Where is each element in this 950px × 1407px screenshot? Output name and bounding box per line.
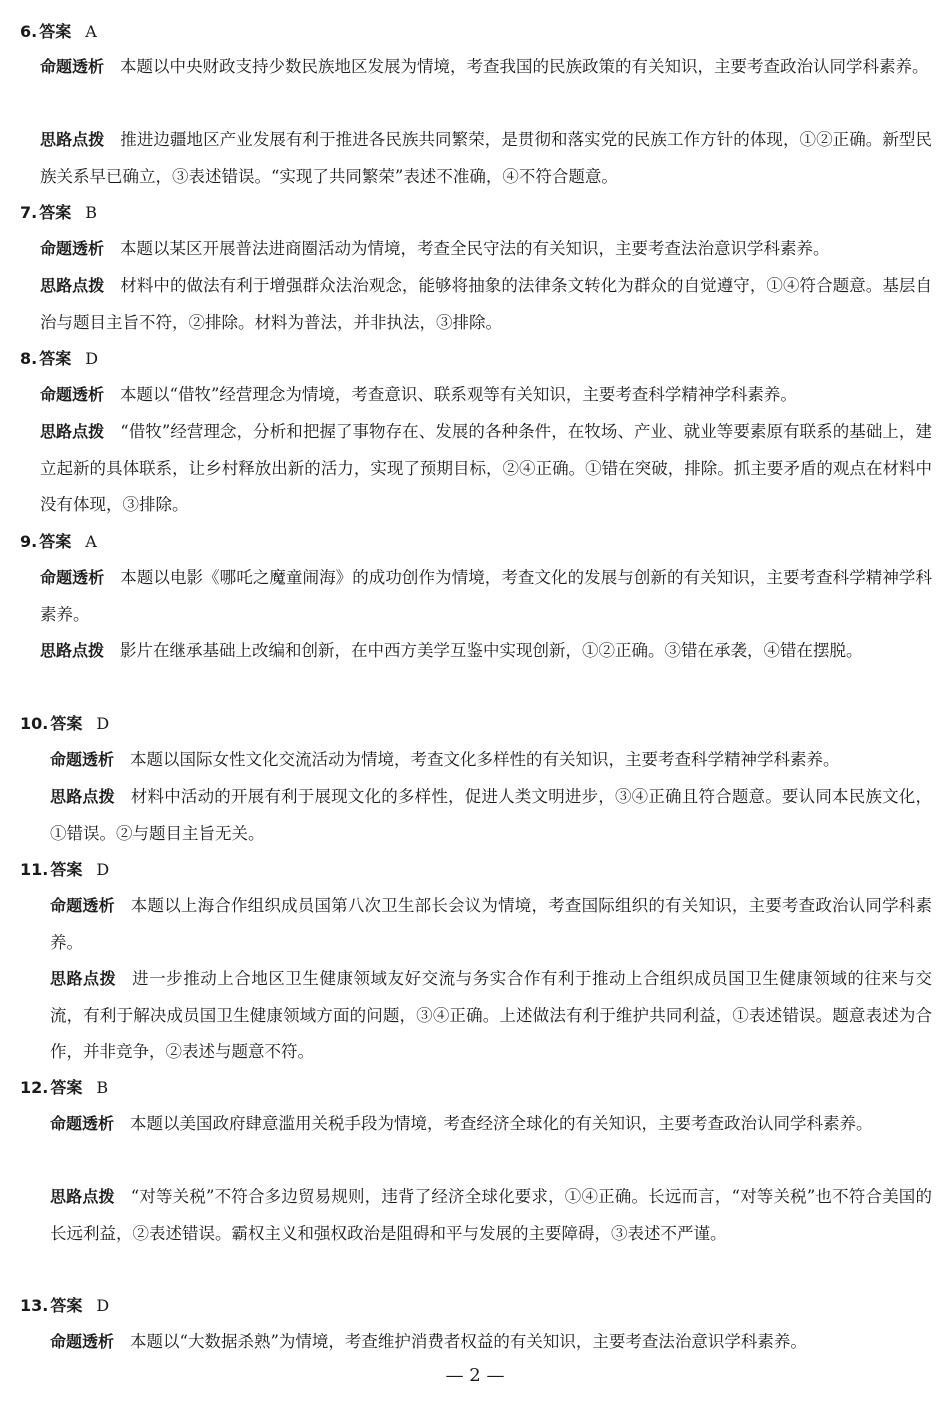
- answer-letter: B: [96, 1078, 109, 1097]
- hint-text: 推进边疆地区产业发展有利于推进各民族共同繁荣，是贯彻和落实党的民族工作方针的体现，①②正确。新型民族关系早已确立，③表述错误。“实现了共同繁荣”表述不准确，④不符合题意。: [40, 130, 932, 186]
- answer-label: 答案: [50, 860, 83, 879]
- hint-paragraph: [40, 633, 932, 670]
- question-number: 7.: [20, 203, 38, 222]
- hint-text: 材料中的做法有利于增强群众法治观念，能够将抽象的法律条文转化为群众的自觉遵守，①④符合题意。基层自治与题目主旨不符，②排除。材料为普法，并非执法，③排除。: [40, 276, 932, 332]
- answer-line: [20, 713, 109, 735]
- analysis-paragraph: [50, 1106, 932, 1143]
- analysis-paragraph: [40, 231, 932, 268]
- analysis-text: 本题以美国政府肆意滥用关税手段为情境，考查经济全球化的有关知识，主要考查政治认同学科素养。: [130, 1114, 873, 1133]
- analysis-label: 命题透析: [40, 385, 105, 404]
- hint-text: “借牧”经营理念，分析和把握了事物存在、发展的各种条件，在牧场、产业、就业等要素原有联系的基础上，建立起新的具体联系，让乡村释放出新的活力，实现了预期目标，②④正确。①错在突破，排除。抓主要矛盾的观点在材料中没有体现，③排除。: [40, 422, 932, 514]
- hint-text: 材料中活动的开展有利于展现文化的多样性，促进人类文明进步，③④正确且符合题意。要认同本民族文化，①错误。②与题目主旨无关。: [50, 787, 932, 843]
- analysis-label: 命题透析: [50, 1114, 115, 1133]
- hint-text: “对等关税”不符合多边贸易规则，违背了经济全球化要求，①④正确。长远而言，“对等关税”也不符合美国的长远利益，②表述错误。霸权主义和强权政治是阻碍和平与发展的主要障碍，③表述不严谨。: [50, 1187, 932, 1243]
- answer-line: [20, 202, 97, 224]
- analysis-text: 本题以某区开展普法进商圈活动为情境，考查全民守法的有关知识，主要考查法治意识学科素养。: [120, 239, 830, 258]
- answer-line: [20, 1295, 109, 1317]
- hint-text: 进一步推动上合地区卫生健康领域友好交流与务实合作有利于推动上合组织成员国卫生健康领域的往来与交流，有利于解决成员国卫生健康领域方面的问题，③④正确。上述做法有利于维护共同利益，①表述错误。题意表述为合作，并非竞争，②表述与题意不符。: [50, 969, 932, 1061]
- answer-label: 答案: [39, 22, 72, 41]
- answer-line: [20, 531, 97, 553]
- answer-line: [20, 859, 109, 881]
- hint-paragraph: [50, 961, 932, 1071]
- hint-paragraph: [40, 414, 932, 524]
- question-number: 11.: [20, 860, 49, 879]
- question-number: 6.: [20, 22, 38, 41]
- hint-label: 思路点拨: [40, 276, 105, 295]
- analysis-text: 本题以电影《哪吒之魔童闹海》的成功创作为情境，考查文化的发展与创新的有关知识，主要考查科学精神学科素养。: [40, 568, 932, 624]
- analysis-paragraph: [50, 888, 932, 961]
- analysis-text: 本题以上海合作组织成员国第八次卫生部长会议为情境，考查国际组织的有关知识，主要考查政治认同学科素养。: [50, 896, 932, 952]
- answer-line: [20, 21, 97, 43]
- answer-label: 答案: [39, 532, 72, 551]
- answer-letter: D: [96, 714, 110, 733]
- answer-letter: A: [85, 532, 97, 551]
- hint-paragraph: [50, 1179, 932, 1252]
- answer-line: [20, 1077, 108, 1099]
- analysis-paragraph: [50, 742, 932, 779]
- analysis-label: 命题透析: [50, 896, 115, 915]
- hint-label: 思路点拨: [40, 641, 105, 660]
- hint-paragraph: [50, 779, 932, 852]
- question-number: 12.: [20, 1078, 49, 1097]
- analysis-text: 本题以“借牧”经营理念为情境，考查意识、联系观等有关知识，主要考查科学精神学科素养。: [120, 385, 797, 404]
- answer-label: 答案: [39, 349, 72, 368]
- question-number: 9.: [20, 532, 38, 551]
- analysis-text: 本题以“大数据杀熟”为情境，考查维护消费者权益的有关知识，主要考查法治意识学科素养。: [130, 1332, 807, 1351]
- analysis-label: 命题透析: [40, 239, 105, 258]
- hint-label: 思路点拨: [40, 422, 105, 441]
- answer-label: 答案: [39, 203, 72, 222]
- analysis-text: 本题以国际女性文化交流活动为情境，考查文化多样性的有关知识，主要考查科学精神学科素养。: [130, 750, 840, 769]
- answer-letter: B: [85, 203, 97, 222]
- hint-text: 影片在继承基础上改编和创新，在中西方美学互鉴中实现创新，①②正确。③错在承袭，④错在摆脱。: [120, 641, 863, 660]
- analysis-paragraph: [50, 1324, 932, 1361]
- analysis-label: 命题透析: [40, 57, 105, 76]
- answer-letter: D: [96, 860, 110, 879]
- analysis-paragraph: [40, 560, 932, 633]
- answer-line: [20, 348, 98, 370]
- question-number: 13.: [20, 1296, 49, 1315]
- analysis-text: 本题以中央财政支持少数民族地区发展为情境，考查我国的民族政策的有关知识，主要考查政治认同学科素养。: [120, 57, 929, 76]
- hint-label: 思路点拨: [40, 130, 105, 149]
- answer-label: 答案: [50, 1078, 83, 1097]
- question-number: 10.: [20, 714, 49, 733]
- analysis-label: 命题透析: [50, 1332, 115, 1351]
- hint-label: 思路点拨: [50, 787, 115, 806]
- analysis-paragraph: [40, 49, 932, 86]
- hint-paragraph: [40, 122, 932, 195]
- answer-letter: D: [96, 1296, 110, 1315]
- hint-label: 思路点拨: [50, 1187, 115, 1206]
- answer-letter: D: [85, 349, 99, 368]
- answer-letter: A: [85, 22, 97, 41]
- answer-label: 答案: [50, 1296, 83, 1315]
- hint-label: 思路点拨: [50, 969, 117, 988]
- analysis-paragraph: [40, 377, 932, 414]
- analysis-label: 命题透析: [40, 568, 105, 587]
- page-number: — 2 —: [445, 1365, 505, 1386]
- question-number: 8.: [20, 349, 38, 368]
- analysis-label: 命题透析: [50, 750, 115, 769]
- answer-label: 答案: [50, 714, 83, 733]
- hint-paragraph: [40, 268, 932, 341]
